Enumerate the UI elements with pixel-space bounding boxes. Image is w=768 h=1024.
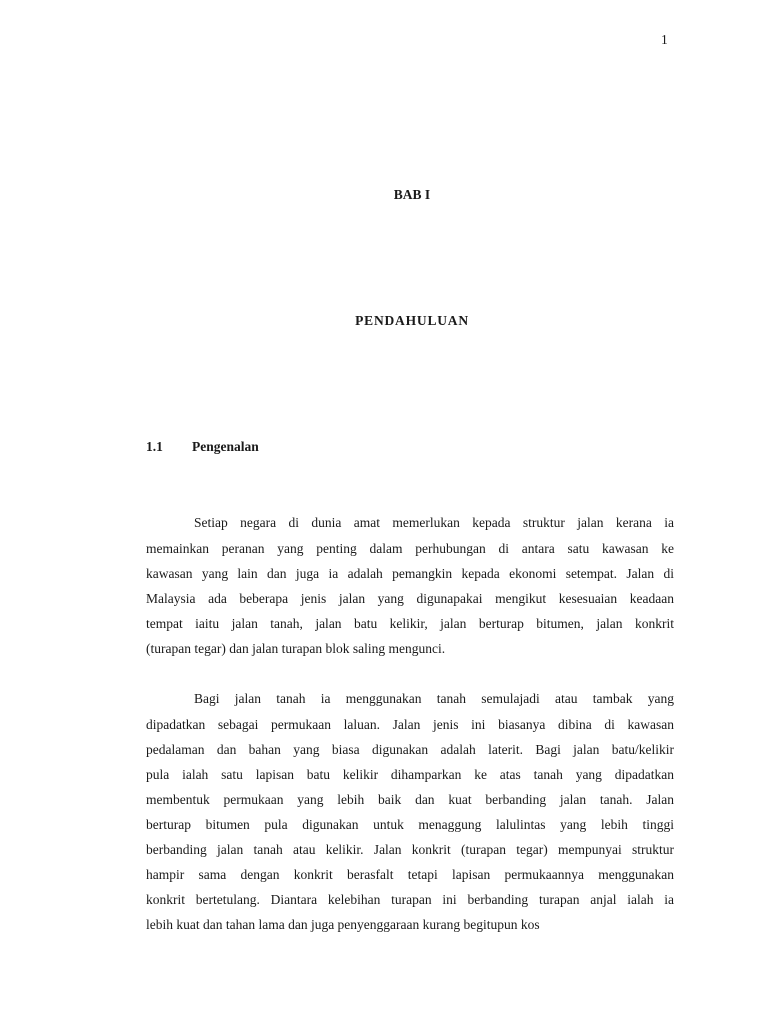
page-number: 1 xyxy=(661,32,668,47)
section-heading xyxy=(146,439,259,455)
paragraph-line: pula ialah satu lapisan batu kelikir dihamparkan ke atas tanah yang dipadatkan xyxy=(146,767,674,782)
section-title: Pengenalan xyxy=(192,439,259,454)
chapter-label: BAB I xyxy=(393,187,431,202)
paragraph-line: memainkan peranan yang penting dalam perhubungan di antara satu kawasan ke xyxy=(146,541,674,556)
paragraph-line: tempat iaitu jalan tanah, jalan batu kelikir, jalan berturap bitumen, jalan konkrit xyxy=(146,616,674,631)
paragraph-line: dipadatkan sebagai permukaan laluan. Jalan jenis ini biasanya dibina di kawasan xyxy=(146,717,674,732)
paragraph-line: pedalaman dan bahan yang biasa digunakan adalah laterit. Bagi jalan batu/kelikir xyxy=(146,742,674,757)
paragraph-line: kawasan yang lain dan juga ia adalah pemangkin kepada ekonomi setempat. Jalan di xyxy=(146,566,674,581)
paragraph-line: Setiap negara di dunia amat memerlukan kepada struktur jalan kerana ia xyxy=(194,515,674,530)
paragraph-line: berturap bitumen pula digunakan untuk menaggung lalulintas yang lebih tinggi xyxy=(146,817,674,832)
chapter-title: PENDAHULUAN xyxy=(355,313,469,328)
paragraph-line: membentuk permukaan yang lebih baik dan kuat berbanding jalan tanah. Jalan xyxy=(146,792,674,807)
paragraph-line: lebih kuat dan tahan lama dan juga penyenggaraan kurang begitupun kos xyxy=(146,917,540,932)
paragraph-line: (turapan tegar) dan jalan turapan blok saling mengunci. xyxy=(146,641,446,656)
paragraph-line: Bagi jalan tanah ia menggunakan tanah semulajadi atau tambak yang xyxy=(194,691,674,706)
paragraph-line: hampir sama dengan konkrit berasfalt tetapi lapisan permukaannya menggunakan xyxy=(146,867,674,882)
section-number: 1.1 xyxy=(146,439,163,454)
paragraph-line: berbanding jalan tanah atau kelikir. Jalan konkrit (turapan tegar) mempunyai struktur xyxy=(146,842,674,857)
paragraph-line: konkrit bertetulang. Diantara kelebihan turapan ini berbanding turapan anjal ialah ia xyxy=(146,892,674,907)
paragraph-line: Malaysia ada beberapa jenis jalan yang digunapakai mengikut kesesuaian keadaan xyxy=(146,591,674,606)
